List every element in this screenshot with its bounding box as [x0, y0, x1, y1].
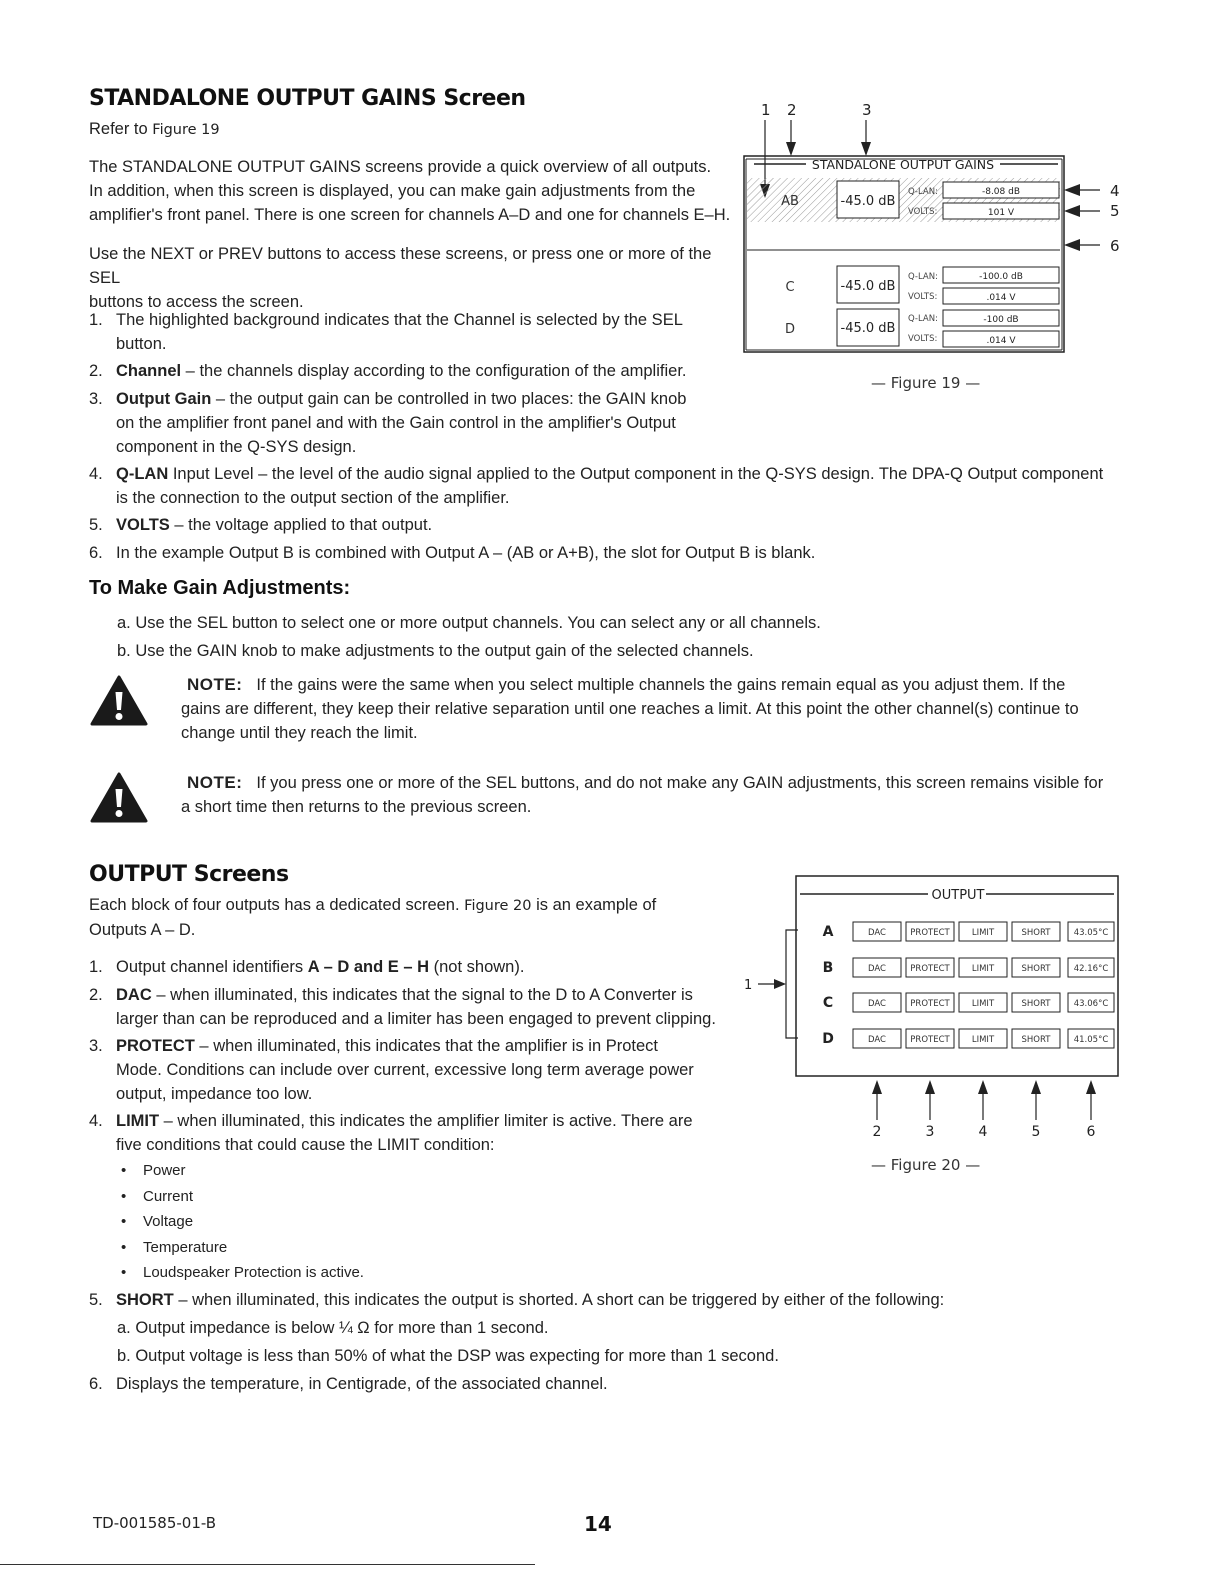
protect-indicator: PROTECT [910, 999, 950, 1009]
volts-label: VOLTS: [908, 334, 938, 344]
warning-triangle-icon [89, 771, 149, 825]
list-item-text [116, 359, 736, 383]
bullet-text: Temperature [143, 1238, 228, 1256]
protect-indicator: PROTECT [910, 928, 950, 938]
channel-identifier: B [822, 960, 834, 976]
term-limit: LIMIT [116, 1112, 160, 1130]
list-item: • Current [121, 1187, 194, 1205]
list-item: • Voltage [121, 1213, 194, 1230]
list-item-text [116, 387, 736, 459]
list-item: • Loudspeaker Protection is active. [121, 1264, 364, 1281]
intro-line-2: In addition, when this screen is displayed, you can make gain adjustments from the [89, 182, 696, 200]
item-number: 1. [89, 311, 103, 329]
qlan-label: Q-LAN: [908, 272, 938, 282]
item-line: – when illuminated, this indicates the amplifier limiter is active. There are [159, 1112, 693, 1130]
list-item [89, 1372, 103, 1396]
item-line: (not shown). [429, 958, 525, 976]
volts-value: .014 V [986, 336, 1016, 346]
short-indicator: SHORT [1021, 928, 1051, 938]
qlan-label: Q-LAN: [908, 187, 938, 197]
refer-line [89, 117, 220, 142]
temperature-readout: 42.16°C [1073, 964, 1109, 974]
temperature-readout: 43.05°C [1073, 928, 1109, 938]
section-title-standalone: STANDALONE OUTPUT GAINS Screen [89, 86, 526, 111]
screen-title: OUTPUT [931, 888, 985, 903]
section-title-output: OUTPUT Screens [89, 862, 289, 887]
figure-19-diagram [740, 98, 1130, 398]
item-line: Mode. Conditions can include over current, excessive long term average power [116, 1061, 694, 1079]
callout-arrowhead [1086, 1080, 1096, 1094]
footer-rule [0, 1564, 535, 1565]
list-item [89, 1034, 103, 1058]
callout-arrowhead [978, 1080, 988, 1094]
callout-arrowhead [925, 1080, 935, 1094]
list-item-text [116, 983, 736, 1031]
volts-value: .014 V [986, 293, 1016, 303]
item-number: 5. [89, 516, 103, 534]
callout-2: 2 [787, 101, 797, 119]
intro-line-1: The STANDALONE OUTPUT GAINS screens provide a quick overview of all outputs. [89, 158, 712, 176]
limit-indicator: LIMIT [971, 1035, 995, 1045]
callout-1: 1 [761, 101, 771, 119]
item-line: – the voltage applied to that output. [169, 516, 433, 534]
term-channel: Channel [116, 362, 182, 380]
intro-text: Outputs A – D. [89, 921, 196, 939]
callout-6-arrowhead [1064, 239, 1080, 251]
output-rows [822, 922, 1114, 1048]
list-item-text [116, 1109, 736, 1157]
temperature-readout: 43.06°C [1073, 999, 1109, 1009]
page-number: 14 [584, 1512, 612, 1536]
dac-indicator: DAC [868, 1035, 886, 1045]
callout-arrowhead [1031, 1080, 1041, 1094]
warning-triangle-icon [89, 674, 149, 728]
limit-indicator: LIMIT [971, 999, 995, 1009]
item-line: – when illuminated, this indicates that the amplifier is in Protect [194, 1037, 658, 1055]
list-item-text [116, 1372, 916, 1396]
list-item [89, 387, 103, 411]
note-line: gains are different, they keep their relative separation until one reaches a limit. At this point the other channel(s) continue to [181, 700, 1079, 718]
item-line: Output channel identifiers [116, 958, 308, 976]
term-qlan: Q-LAN [116, 465, 169, 483]
intro-text: Each block of four outputs has a dedicated screen. [89, 896, 465, 914]
callout-1-arrowhead [774, 979, 786, 989]
callout-1: 1 [744, 978, 753, 993]
note-line: If you press one or more of the SEL buttons, and do not make any GAIN adjustments, this screen remains visible for [256, 774, 1104, 792]
channel-identifier: A [822, 924, 834, 940]
gain-adjust-step-b: b. Use the GAIN knob to make adjustments to the output gain of the selected channels. [117, 642, 754, 660]
short-condition-a: a. Output impedance is below ¼ Ω for more than 1 second. [117, 1319, 549, 1337]
access-line-2: buttons to access the screen. [89, 293, 304, 311]
callout-2-arrowhead [786, 142, 796, 156]
limit-indicator: LIMIT [971, 964, 995, 974]
item-line: five conditions that could cause the LIMIT condition: [116, 1136, 495, 1154]
callout-3: 3 [862, 101, 872, 119]
item-line: on the amplifier front panel and with the Gain control in the amplifier's Output [116, 414, 676, 432]
callout-4: 4 [978, 1124, 988, 1140]
note-1 [181, 673, 1121, 745]
qlan-value: -100 dB [983, 315, 1019, 325]
item-line: Displays the temperature, in Centigrade, of the associated channel. [116, 1375, 608, 1393]
callout-5: 5 [1031, 1124, 1041, 1140]
item-line: – when illuminated, this indicates the output is shorted. A short can be triggered by either of the following: [173, 1291, 945, 1309]
channel-identifier: D [822, 1031, 834, 1047]
intro-paragraph [89, 155, 739, 227]
limit-indicator: LIMIT [971, 928, 995, 938]
item-line: – the channels display according to the configuration of the amplifier. [181, 362, 687, 380]
callout-6: 6 [1110, 237, 1120, 255]
gain-value: -45.0 dB [840, 321, 896, 336]
item-number: 3. [89, 1037, 103, 1055]
volts-value: 101 V [987, 208, 1015, 218]
callout-4-arrowhead [1064, 184, 1080, 196]
item-number: 5. [89, 1291, 103, 1309]
term-protect: PROTECT [116, 1037, 195, 1055]
volts-label: VOLTS: [908, 292, 938, 302]
bottom-callouts [872, 1080, 1096, 1140]
dac-indicator: DAC [868, 928, 886, 938]
list-item [89, 1288, 103, 1312]
qlan-label: Q-LAN: [908, 314, 938, 324]
list-item [89, 955, 103, 979]
term-dac: DAC [116, 986, 152, 1004]
access-line-1: Use the NEXT or PREV buttons to access these screens, or press one or more of the SEL [89, 245, 712, 287]
protect-indicator: PROTECT [910, 1035, 950, 1045]
term-identifiers: A – D and E – H [307, 958, 430, 976]
screen-title: STANDALONE OUTPUT GAINS [811, 157, 995, 172]
item-line: In the example Output B is combined with Output A – (AB or A+B), the slot for Output B is blank. [116, 544, 816, 562]
temperature-readout: 41.05°C [1073, 1035, 1109, 1045]
list-item-text [116, 308, 716, 356]
item-line: output, impedance too low. [116, 1085, 313, 1103]
bullet-list [121, 1159, 364, 1287]
list-item: • Power [121, 1162, 186, 1179]
item-line: – when illuminated, this indicates that the signal to the D to A Converter is [151, 986, 693, 1004]
channel-label: C [785, 280, 795, 295]
list-item-text [116, 955, 736, 979]
note-line: a short time then returns to the previous screen. [181, 798, 532, 816]
bullet-text: Loudspeaker Protection is active. [143, 1264, 364, 1281]
item-number: 2. [89, 362, 103, 380]
callout-3-arrowhead [861, 142, 871, 156]
list-item [89, 541, 103, 565]
protect-indicator: PROTECT [910, 964, 950, 974]
callout-5-arrowhead [1064, 205, 1080, 217]
channel-label: D [784, 322, 796, 337]
intro-line-3: amplifier's front panel. There is one screen for channels A–D and one for channels E–H. [89, 206, 731, 224]
figure-20-caption: — Figure 20 — [871, 1156, 981, 1174]
volts-label: VOLTS: [908, 207, 938, 217]
gain-adjust-title: To Make Gain Adjustments: [89, 577, 351, 599]
note-title: NOTE: [187, 675, 243, 694]
list-item-text [116, 513, 916, 537]
list-item: • Temperature [121, 1238, 228, 1256]
callout-5: 5 [1110, 202, 1120, 220]
note-2 [181, 771, 1121, 819]
channel-label: AB [781, 194, 799, 209]
item-number: 6. [89, 544, 103, 562]
item-number: 2. [89, 986, 103, 1004]
term-volts: VOLTS [116, 516, 170, 534]
refer-prefix: Refer to [89, 120, 153, 138]
access-paragraph [89, 242, 739, 314]
output-intro [89, 893, 729, 942]
figure-19-caption: — Figure 19 — [871, 374, 981, 392]
list-item-text [116, 541, 1016, 565]
bullet-text: Current [143, 1187, 194, 1205]
item-line: button. [116, 335, 167, 353]
note-line: If the gains were the same when you select multiple channels the gains remain equal as you adjust them. If the [256, 676, 1066, 694]
figure-20-diagram [738, 872, 1123, 1142]
list-item [89, 1109, 103, 1133]
item-number: 1. [89, 958, 103, 976]
term-output-gain: Output Gain [116, 390, 212, 408]
short-indicator: SHORT [1021, 999, 1051, 1009]
item-number: 4. [89, 1112, 103, 1130]
bullet-text: Power [143, 1162, 186, 1179]
short-indicator: SHORT [1021, 964, 1051, 974]
item-line: component in the Q-SYS design. [116, 438, 357, 456]
list-item [89, 359, 103, 383]
list-item-text [116, 1288, 1116, 1312]
figure-20-link[interactable]: Figure 20 [464, 898, 532, 914]
qlan-value: -100.0 dB [979, 272, 1023, 282]
channel-identifier: C [822, 995, 834, 1011]
callout-4: 4 [1110, 182, 1120, 200]
item-line: – the output gain can be controlled in two places: the GAIN knob [211, 390, 687, 408]
item-number: 6. [89, 1375, 103, 1393]
short-indicator: SHORT [1021, 1035, 1051, 1045]
list-item [89, 983, 103, 1007]
callout-2: 2 [872, 1124, 882, 1140]
list-item [89, 513, 103, 537]
callout-6: 6 [1086, 1124, 1096, 1140]
intro-text: is an example of [531, 896, 657, 914]
item-line: The highlighted background indicates that the Channel is selected by the SEL [116, 311, 683, 329]
dac-indicator: DAC [868, 999, 886, 1009]
list-item-text [116, 1034, 736, 1106]
callout-arrowhead [872, 1080, 882, 1094]
gain-adjust-step-a: a. Use the SEL button to select one or more output channels. You can select any or all channels. [117, 614, 821, 632]
document-id: TD-001585-01-B [93, 1514, 217, 1532]
item-line: larger than can be reproduced and a limiter has been engaged to prevent clipping. [116, 1010, 716, 1028]
qlan-value: -8.08 dB [981, 187, 1021, 197]
list-item [89, 462, 103, 486]
gain-value: -45.0 dB [840, 194, 896, 209]
gain-value: -45.0 dB [840, 279, 896, 294]
item-line: is the connection to the output section of the amplifier. [116, 489, 510, 507]
item-number: 4. [89, 465, 103, 483]
item-line: Input Level – the level of the audio signal applied to the Output component in the Q-SYS design. The DPA-Q Output component [168, 465, 1104, 483]
short-condition-b: b. Output voltage is less than 50% of what the DSP was expecting for more than 1 second. [117, 1347, 779, 1365]
term-short: SHORT [116, 1291, 174, 1309]
list-item [89, 308, 103, 332]
dac-indicator: DAC [868, 964, 886, 974]
bullet-text: Voltage [143, 1213, 194, 1230]
item-number: 3. [89, 390, 103, 408]
figure-19-link[interactable]: Figure 19 [152, 122, 220, 138]
callout-3: 3 [925, 1124, 935, 1140]
note-title: NOTE: [187, 773, 243, 792]
note-line: change until they reach the limit. [181, 724, 418, 742]
list-item-text [116, 462, 1136, 510]
